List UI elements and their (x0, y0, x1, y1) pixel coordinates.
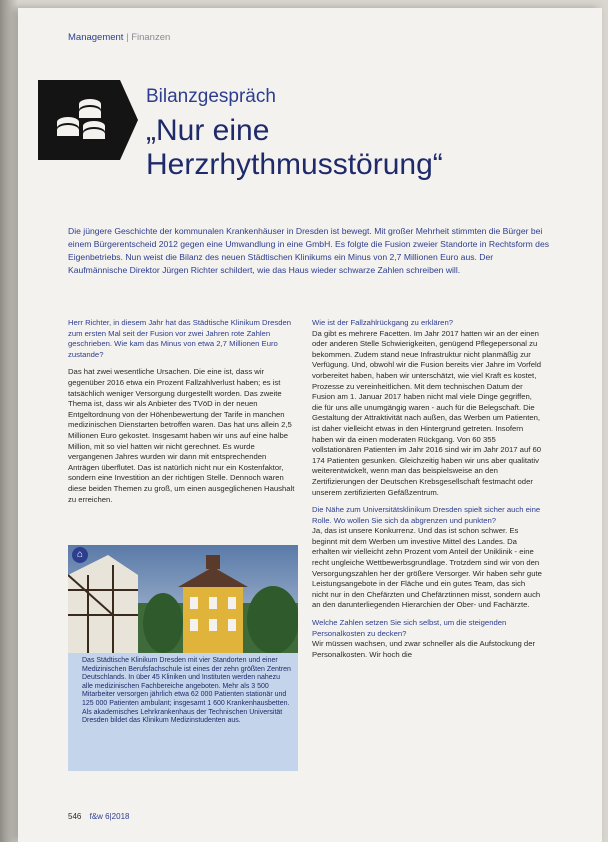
interview-answer-1: Das hat zwei wesentliche Ursachen. Die eine ist, dass wir gegenüber 2016 etwa ein Prozent Fallzahlverlust haben; es ist tatsächlich weniger Versorgung durgestellt worden. Das zweite Thema ist, dass wir als Anbieter des TVöD in der neuen Entgeltordnung von der Höhenbewertung der Tarife in manchen medizinischen Dienstarten betroffen waren. Das hat uns allein 2,5 Millionen Euro gekostet. Insgesamt haben wir uns auf eine halbe Million, mit so viel hatten wir nicht gerechnet. Es wurde vergangenen Jahres wurden wir dann mit entsprechenden Anträgen überflutet. Das ist natürlich nicht nur ein Kostenfaktor, sondern eine Investition an der richtigen Stelle. Dennoch waren diese beiden Themen zu groß, um einen ausgeglichenen Haushalt zu erreichen. (68, 367, 295, 504)
section-name: Management (68, 32, 124, 43)
hospital-building-illustration (68, 545, 298, 653)
headline-line-1: „Nur eine (146, 114, 270, 147)
page-footer (68, 812, 129, 821)
interview-question-3: Die Nähe zum Universitätsklinikum Dresden spielt sicher auch eine Rolle. Wo wollen Sie sich da abgrenzen und punkten? (312, 505, 541, 525)
subsection-name: Finanzen (131, 32, 171, 43)
article-headline (146, 114, 443, 182)
headline-line-2: Herzrhythmusstörung“ (146, 148, 443, 181)
section-label (68, 32, 170, 43)
interview-question-2: Wie ist der Fallzahlrückgang zu erklären? (312, 318, 453, 327)
hospital-photo (68, 545, 298, 653)
house-icon: ⌂ (72, 547, 88, 563)
interview-question-4: Welche Zahlen setzen Sie sich selbst, um die steigenden Personalkosten zu decken? (312, 618, 507, 638)
article-kicker: Bilanzgespräch (146, 86, 276, 107)
interview-answer-3: Ja, das ist unsere Konkurrenz. Und das ist schon schwer. Es beginnt mit dem Werben um investive Mittel des Landes. Da erhalten wir vielleicht zehn Prozent vom Anteil der Uniklinik - eine recht ungleiche Wettbewerbsgrundlage. Trotzdem sind wir von den Versorgungszahlen her der größere Versorger. Wir haben sehr gute Leistungsangebote in der Fläche und ein gutes Team, das sich nicht nur in den Chefärzten und Chefärztinnen misst, sondern auch an den darunterliegenden Hierarchien der Ober- und Fachärzte. (312, 526, 542, 610)
page-spine-shadow (0, 0, 18, 842)
magazine-page (18, 8, 602, 842)
section-divider: | (126, 32, 129, 43)
column-right (312, 318, 542, 667)
column-left (68, 318, 298, 512)
photo-caption: Das Städtische Klinikum Dresden mit vier Standorten und einer Medizinischen Berufsfachschule ist eines der zehn größten Zentren Deutschlands. In über 45 Kliniken und Instituten werden nahezu alle medizinischen Fachbereiche angeboten. Mehr als 3 500 Mitarbeiter versorgen jährlich etwa 62 000 Patienten stationär und 125 000 Patienten ambulant; insgesamt 1 600 Krankenhausbetten. Als akademisches Lehrkrankenhaus der Technischen Universität Dresden bildet das Klinikum Medizinstudenten aus. (82, 657, 291, 725)
interview-question-1: Herr Richter, in diesem Jahr hat das Städtische Klinikum Dresden zum ersten Mal seit der Fusion vor zwei Jahren rote Zahlen geschrieben. Wie kam das Minus von etwa 2,7 Millionen Euro zustande? (68, 318, 292, 359)
interview-answer-2: Da gibt es mehrere Facetten. Im Jahr 2017 hatten wir an der einen oder anderen Stelle Schwierigkeiten, genügend Pflegepersonal zu bekommen. Zudem stand neue Infrastruktur nicht planmäßig zur Verfügung. Und, obwohl wir die Fusion bereits vier Jahre im Vorfeld vorbereitet haben, haben wir unterschätzt, wie viel Kraft es kostet, Prozesse zu vereinheitlichen. Mit dem technischen Datum der Fusion am 1. Januar 2017 haben nicht mal viele Dinge gegriffen, die für uns alle unumgängig waren - auch für die Belegschaft. Die Gestaltung der Attraktivität nach außen, das Werben um Patienten, ist daher vielleicht etwas in den Hintergrund getreten. Insofern haben wir da einen moderaten Rückgang. Von 60 355 vollstationären Patienten im Jahr 2016 sind wir im Jahr 2017 auf 60 174 Patienten gesunken. Gleichzeitig haben wir uns aber qualitativ weiterentwickelt, wenn man das beispielsweise an den Zertifizierungen der Deutschen Krebsgesellschaft festmacht oder unserem zertifizierten Gefäßzentrum. (312, 328, 542, 497)
interview-answer-4: Wir müssen wachsen, und zwar schneller als die Aufstockung der Personalkosten. Wir hoch die (312, 639, 536, 659)
article-lead: Die jüngere Geschichte der kommunalen Krankenhäuser in Dresden ist bewegt. Mit großer Mehrheit stimmten die Bürger bei einem Bürgerentscheid 2012 gegen eine Umwandlung in eine GmbH. Es folgte die Fusion zweier Standorte in Rechtsform des Eigenbetriebs. Nun weist die Bilanz des neuen Städtischen Klinikums ein Minus von 2,7 Millionen Euro aus. Der Kaufmännische Direktor Jürgen Richter schildert, wie das Haus wieder schwarze Zahlen schreiben will. (68, 226, 550, 275)
page-number: 546 (68, 812, 82, 821)
coin-stack-icon (38, 80, 138, 160)
magazine-issue: f&w 6|2018 (89, 812, 130, 821)
photo-caption-box (68, 653, 298, 771)
